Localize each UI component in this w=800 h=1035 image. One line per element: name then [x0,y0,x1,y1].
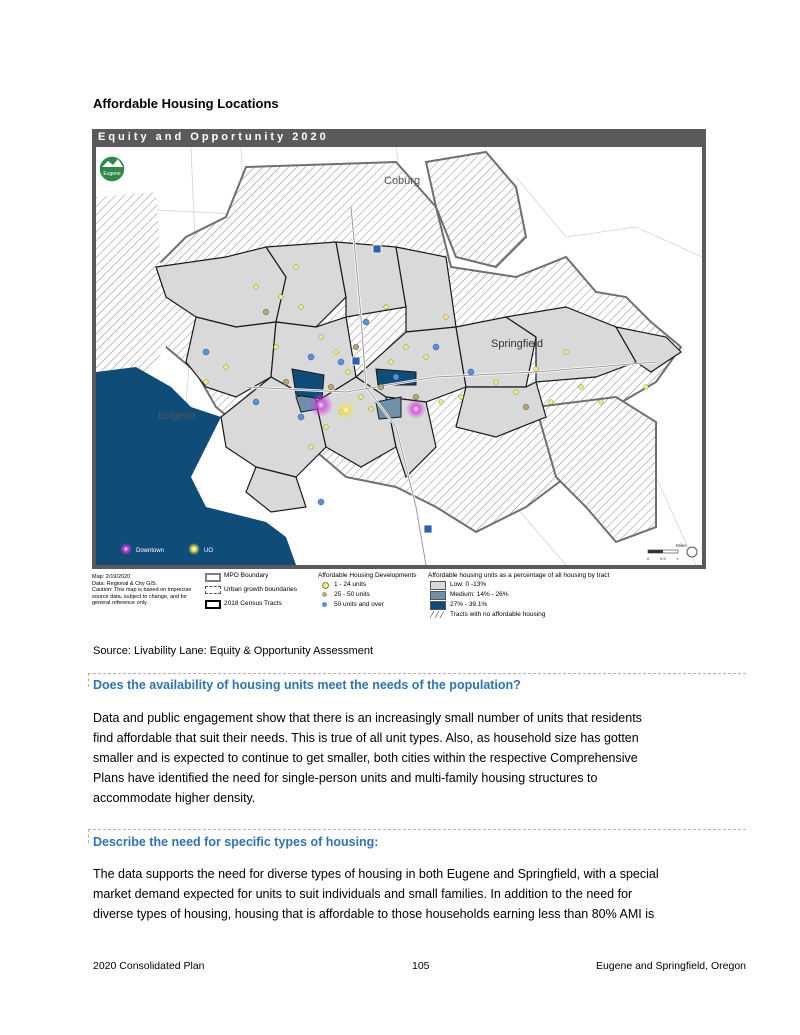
equity-opportunity-map [92,129,706,569]
section-body: The data supports the need for diverse types of housing in both Eugene and Springfield, with a special market demand expected for units to suit individuals and small families. In addition to the need for diverse types of housing, housing that is affordable to those households earning less than 80% AMI is [93,867,659,921]
section-divider [88,829,746,830]
section-body: Data and public engagement show that there is an increasingly small number of units that residents find affordable that suit their needs. This is true of all unit types. Also, as household size has gotten smaller and is expected to continue to get smaller, both cities within the respective Comprehensive Plans have identified the need for single-person units and multi-family housing structures to accommodate higher density. [93,711,642,805]
footer-right: Eugene and Springfield, Oregon [595,960,746,972]
section-question: Does the availability of housing units meet the needs of the population? [93,678,521,692]
svg-text:Miles: Miles [676,543,687,548]
place-label-coburg: Coburg [384,175,421,187]
svg-text:0.5: 0.5 [660,556,666,561]
svg-text:1: 1 [676,556,679,561]
legend-mpo: MPO Boundary [224,572,269,579]
footer-page-number: 105 [412,960,430,972]
legend-tracts: 2018 Census Tracts [224,600,282,607]
place-label-eugene: Eugene [158,410,196,422]
svg-text:UO: UO [204,548,213,554]
legend-note: Map: 2/19/2020 Data: Regional & City GIS. Caution: This map is based on imprecise source data, subject to change, and for general reference only. [92,574,192,606]
map-legend: Map: 2/19/2020 Data: Regional & City GIS. Caution: This map is based on imprecise source data, subject to change, and for general reference only. MPO Boundary Urban growth boundaries 2018 Census Tracts Affordable Housing Developments 1 - 24 units 25 - 50 units 50 units and over Affordable housing units as a percentage of all housing by tract Low: 0 -13% Medium: 14% - 26% 27% - 39.1% Tracts with no affordable housing [92,572,610,618]
svg-text:Downtown: Downtown [136,548,165,554]
map-source: Source: Livability Lane: Equity & Opportunity Assessment [93,645,374,657]
section-heading: Affordable Housing Locations [93,96,279,111]
footer-left: 2020 Consolidated Plan [93,960,205,972]
section-question: Describe the need for specific types of housing: [93,835,379,849]
north-arrow-icon [687,547,697,557]
svg-text:0: 0 [647,556,650,561]
eugene-logo [99,156,125,182]
section-divider [88,673,746,674]
map-canvas [96,147,702,565]
svg-text:Eugene: Eugene [103,171,121,177]
legend-dev-title: Affordable Housing Developments [318,572,417,579]
map-svg [96,147,702,565]
legend-percent-title: Affordable housing units as a percentage of all housing by tract [428,572,610,579]
scale-bar [647,543,687,561]
map-title: Equity and Opportunity 2020 [98,131,329,143]
place-label-springfield: Springfield [491,338,543,350]
legend-ugb: Urban growth boundaries [224,586,297,593]
